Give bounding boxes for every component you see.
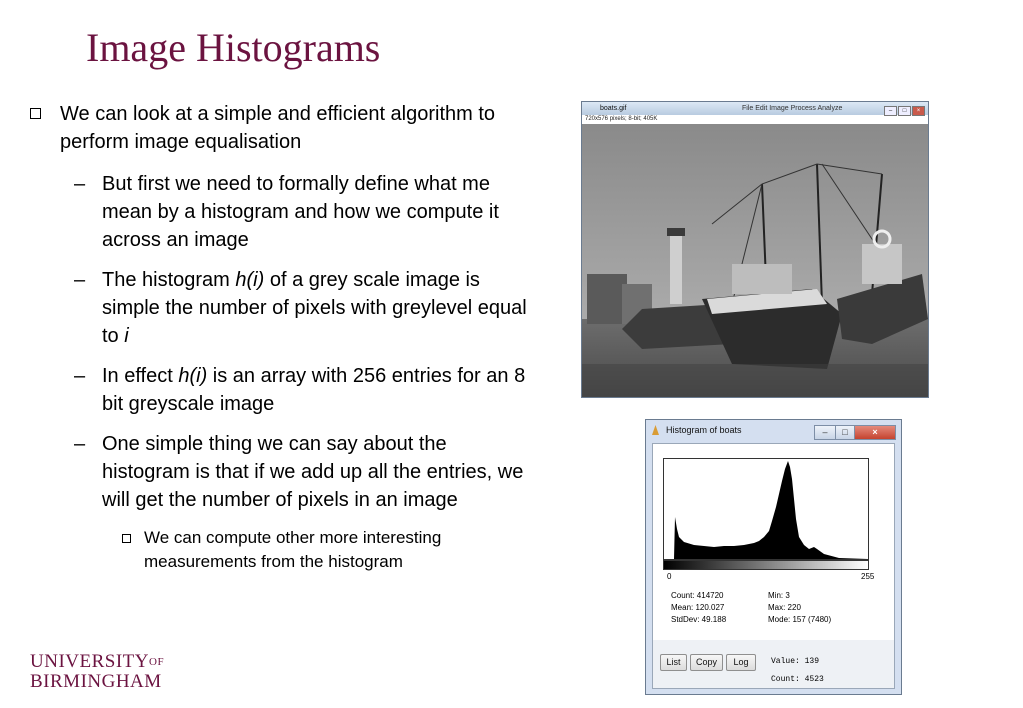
- sub-bullet-item: [30, 430, 540, 514]
- sub-sub-bullet-item: [30, 526, 540, 574]
- histogram-plot: [663, 458, 869, 560]
- mean-stat: Mean: 120.027: [671, 603, 725, 612]
- histogram-stats-right: [768, 590, 831, 626]
- image-window-menu[interactable]: File Edit Image Process Analyze: [742, 105, 843, 112]
- value-readout: Value: 139: [771, 657, 820, 666]
- image-info: 720x576 pixels; 8-bit; 405K: [582, 115, 928, 124]
- sub-bullet-text: The histogram h(i) of a grey scale image is simple the number of pixels with greylevel equal to i: [102, 269, 527, 347]
- sub-bullet-item: [30, 362, 540, 418]
- count-readout: Count: 4523: [771, 675, 824, 684]
- close-button[interactable]: ×: [854, 425, 896, 440]
- sub-bullet-item: [30, 170, 540, 254]
- histogram-window-title: Histogram of boats: [666, 425, 742, 435]
- sub-sub-bullet-text: We can compute other more interesting measurements from the histogram: [144, 528, 442, 571]
- log-button[interactable]: Log: [726, 654, 756, 671]
- bullet-list: [30, 100, 540, 574]
- image-window-titlebar[interactable]: [582, 102, 928, 115]
- boats-photo: [582, 124, 928, 397]
- dash-bullet-icon: –: [74, 269, 86, 291]
- hollow-square-bullet-icon: [122, 534, 131, 543]
- cursor-values: [771, 653, 824, 689]
- bullet-text: We can look at a simple and efficient algorithm to perform image equalisation: [60, 103, 496, 153]
- stddev-stat: StdDev: 49.188: [671, 615, 727, 624]
- dash-bullet-icon: –: [74, 433, 86, 455]
- mode-stat: Mode: 157 (7480): [768, 615, 832, 624]
- copy-button[interactable]: Copy: [690, 654, 723, 671]
- hollow-square-bullet-icon: [30, 108, 41, 119]
- minimize-button[interactable]: –: [884, 106, 897, 116]
- sub-bullet-text: In effect h(i) is an array with 256 entries for an 8 bit greyscale image: [102, 365, 526, 415]
- sub-bullet-item: [30, 266, 540, 350]
- image-window-title: boats.gif: [600, 105, 627, 112]
- max-stat: Max: 220: [768, 603, 801, 612]
- histogram-stats-left: [671, 590, 726, 626]
- histogram-bars: [664, 459, 868, 559]
- slide-title: Image Histograms: [86, 25, 381, 70]
- bullet-item: [30, 100, 540, 156]
- histogram-window: [645, 419, 902, 695]
- sub-bullet-text: One simple thing we can say about the histogram is that if we add up all the entries, we will get the number of pixels in an image: [102, 433, 524, 511]
- minimize-button[interactable]: –: [814, 425, 836, 440]
- axis-max-label: 255: [861, 572, 875, 581]
- image-window: [581, 101, 929, 398]
- imagej-app-icon: [652, 425, 659, 435]
- list-button[interactable]: List: [660, 654, 687, 671]
- histogram-window-titlebar[interactable]: [646, 420, 901, 440]
- dash-bullet-icon: –: [74, 365, 86, 387]
- sub-bullet-text: But first we need to formally define what me mean by a histogram and how we compute it across an image: [102, 173, 499, 251]
- university-logo: $UNIVERSITY^{OF}$ BIRMINGHAM: [30, 651, 165, 692]
- histogram-panel: [652, 443, 895, 689]
- greyscale-gradient-bar: [663, 560, 869, 570]
- count-stat: Count: 414720: [671, 591, 724, 600]
- axis-min-label: 0: [667, 572, 672, 581]
- maximize-button[interactable]: □: [835, 425, 855, 440]
- close-button[interactable]: ×: [912, 106, 925, 116]
- dash-bullet-icon: –: [74, 173, 86, 195]
- maximize-button[interactable]: □: [898, 106, 911, 116]
- min-stat: Min: 3: [768, 591, 790, 600]
